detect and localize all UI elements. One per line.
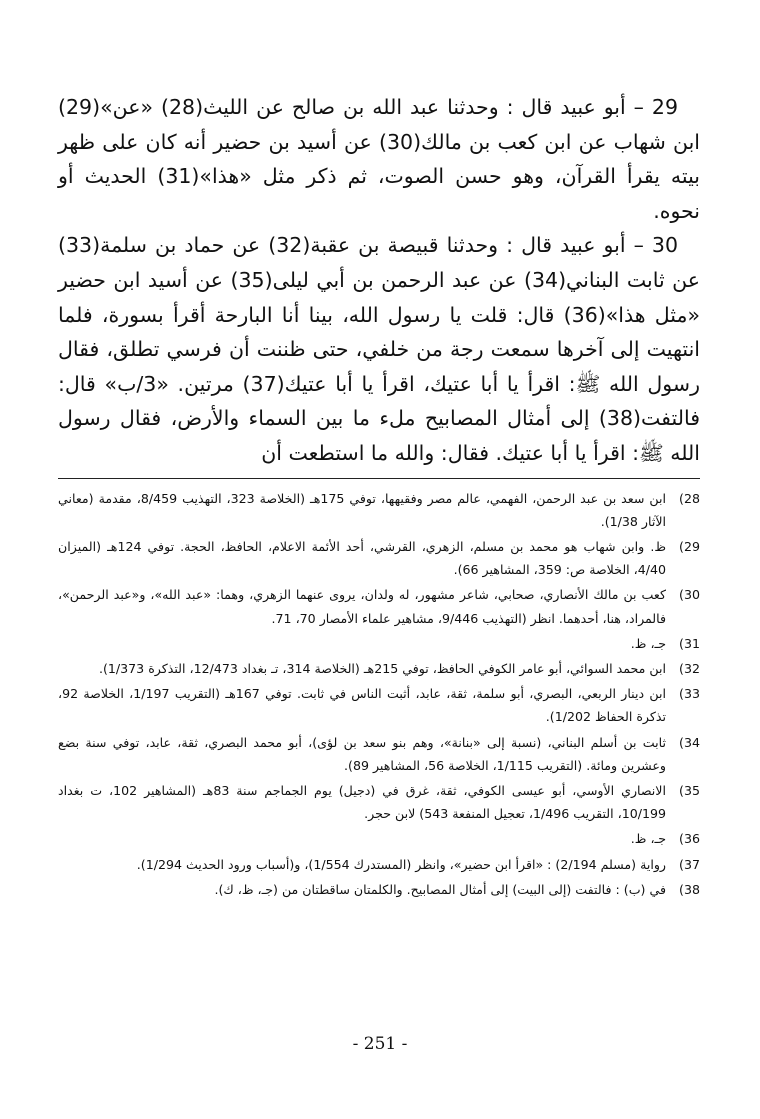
footnote-number: 38) — [679, 881, 700, 897]
footnote-item — [58, 731, 700, 777]
footnote-item — [58, 853, 700, 876]
footnote-number: 34) — [679, 734, 700, 750]
footnote-number: 30) — [679, 587, 700, 603]
footnote-item — [58, 827, 700, 850]
footnote-number: 33) — [679, 686, 700, 702]
hadith-29-paragraph: 29 – أبو عبيد قال : وحدثنا عبد الله بن صالح عن الليث(28) «عن»(29) ابن شهاب عن ابن كعب بن مالك(30) عن أسيد بن حضير أنه كان على ظهر بيته يقرأ القرآن، وهو حسن الصوت، ثم ذكر مثل «هذا»(31) الحديث أو نحوه. — [58, 95, 700, 223]
footnote-item — [58, 779, 700, 825]
footnote-text: ثابت بن أسلم البناني، (نسبة إلى «بنانة»، وهم بنو سعد بن لؤى)، أبو محمد البصري، ثقة، عابد، توفي سنة بضع وعشرين ومائة. (التقريب 1/115، الخلاصة 56، المشاهير 89). — [58, 734, 666, 773]
footnote-item — [58, 487, 700, 533]
page-number: - 251 - — [352, 1034, 408, 1054]
main-text — [58, 90, 700, 471]
footnote-text: رواية (مسلم 2/194) : «اقرأ ابن حضير»، وانظر (المستدرك 1/554)، و(أسباب ورود الحديث 1/294). — [136, 856, 666, 872]
footnote-text: ابن دينار الربعي، البصري، أبو سلمة، ثقة، عابد، أثبت الناس في ثابت. توفي 167هـ (التقريب 1/197، الخلاصة 92، تذكرة الحفاظ 1/202). — [58, 686, 666, 725]
footnote-text: ابن سعد بن عبد الرحمن، الفهمي، عالم مصر وفقيهها، توفي 175هـ (الخلاصة 323، التهذيب 8/459، مقدمة (معاني الآثار 1/38). — [58, 490, 667, 529]
footnote-item — [58, 657, 700, 680]
footnote-number: 28) — [679, 490, 700, 506]
footnote-text: في (ب) : فالتفت (إلى البيت) إلى أمثال المصابيح. والكلمتان ساقطتان من (جـ، ظ، ك). — [214, 881, 666, 897]
footnote-text: ظ. وابن شهاب هو محمد بن مسلم، الزهري، القرشي، أحد الأئمة الاعلام، الحافظ، الحجة. توفي 124هـ (الميزان 4/40، الخلاصة ص: 359، المشاهير 66). — [58, 538, 666, 578]
footnote-item — [58, 632, 700, 655]
footnote-number: 36) — [679, 831, 700, 847]
footnote-item — [58, 535, 700, 581]
footnote-number: 37) — [679, 856, 700, 872]
footnote-text: الانصاري الأوسي، أبو عيسى الكوفي، ثقة، غرق في (دجيل) يوم الجماجم سنة 83هـ (المشاهير 102، ت بغداد 10/199، التقريب 1/496، تعجيل المنفعة 543) لابن حجر. — [58, 782, 666, 822]
footnote-item — [58, 583, 700, 629]
footnotes-list — [58, 487, 700, 901]
page-body — [58, 90, 700, 903]
hadith-30-paragraph: 30 – أبو عبيد قال : وحدثنا قبيصة بن عقبة(32) عن حماد بن سلمة(33) عن ثابت البناني(34) عن عبد الرحمن بن أبي ليلى(35) عن أسيد ابن حضير «مثل هذا»(36) قال: قلت يا رسول الله، بينا أنا البارحة أقرأ بسورة، فلما انتهيت إلى آخرها سمعت رجة من خلفي، حتى ظننت أن فرسي تطلق، فقال رسول الله ﷺ: اقرأ يا أبا عتيك، اقرأ يا أبا عتيك(37) مرتين. «3/ب» قال: فالتفت(38) إلى أمثال المصابيح ملء ما بين السماء والأرض، فقال رسول الله ﷺ: اقرأ يا أبا عتيك. فقال: والله ما استطعت أن — [58, 233, 700, 465]
footnote-number: 35) — [679, 782, 700, 798]
footnote-item — [58, 682, 700, 728]
footnote-separator — [58, 478, 700, 479]
footnote-number: 32) — [679, 660, 700, 676]
footnote-text: جـ، ظ. — [630, 831, 666, 847]
footnote-number: 31) — [679, 635, 700, 651]
footnote-text: ابن محمد السوائي، أبو عامر الكوفي الحافظ، توفي 215هـ (الخلاصة 314، تـ بغداد 12/473، التذكرة 1/373). — [98, 660, 666, 676]
footnote-number: 29) — [679, 538, 700, 554]
footnote-item — [58, 878, 700, 901]
footnote-text: جـ، ظ. — [630, 635, 666, 651]
footnote-text: كعب بن مالك الأنصاري، صحابي، شاعر مشهور، له ولدان، يروى عنهما الزهري، وهما: «عبد الله»، و«عبد الرحمن»، فالمراد، هنا، أحدهما. انظر (التهذيب 9/446، مشاهير علماء الأمصار 70، 71. — [58, 587, 666, 626]
